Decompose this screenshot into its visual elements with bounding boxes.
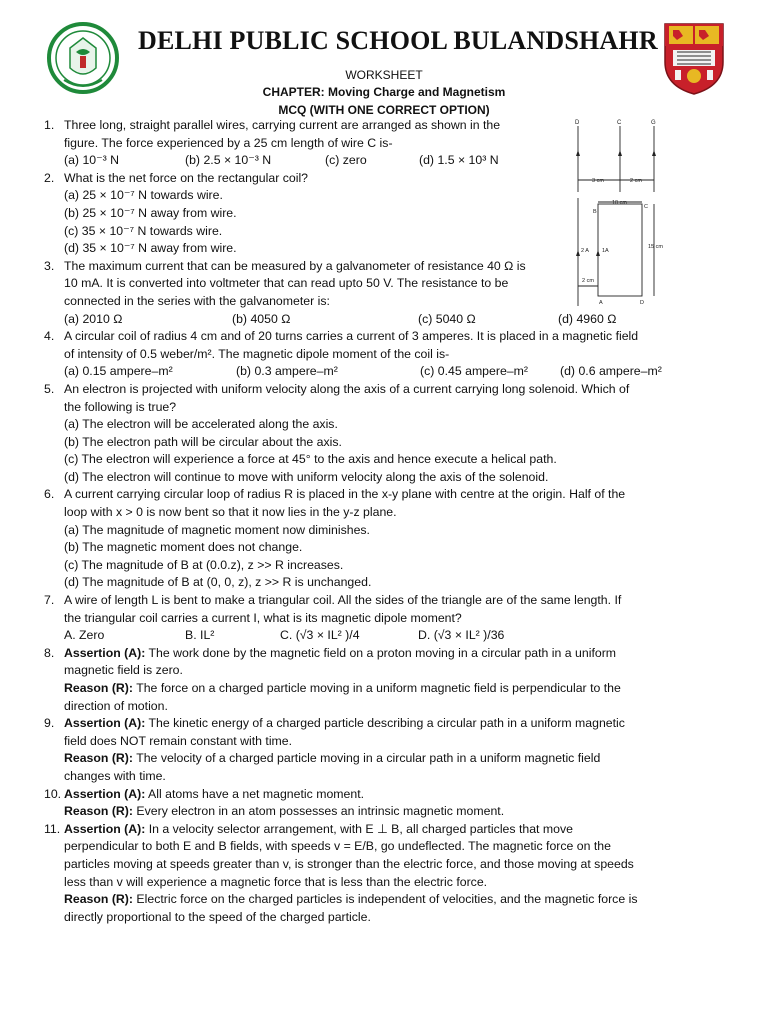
- option: (a) 25 × 10⁻⁷ N towards wire.: [64, 188, 223, 203]
- question-text: 10 mA. It is converted into voltmeter that can read upto 50 V. The resistance to be: [64, 276, 509, 291]
- assertion-text: The kinetic energy of a charged particle describing a circular path in a uniform magnetic: [145, 716, 625, 731]
- question-number: 2.: [44, 170, 55, 185]
- assertion-line: [64, 715, 730, 733]
- assertion-text: less than v will experience a magnetic force that is less than the electric force.: [64, 874, 488, 889]
- reason-line: [64, 891, 730, 909]
- option: (a) 10⁻³ N: [64, 153, 120, 168]
- question-item: [40, 592, 730, 645]
- question-item: [40, 486, 730, 592]
- question-text: loop with x > 0 is now bent so that it now lies in the y-z plane.: [64, 505, 397, 520]
- coil-gap-label: 2 cm: [582, 278, 594, 284]
- option: (c) The magnitude of B at (0.0.z), z >> R increases.: [64, 557, 344, 572]
- option: (b) The electron path will be circular about the axis.: [64, 434, 342, 449]
- question-text: the following is true?: [64, 399, 177, 414]
- option: (d) The magnitude of B at (0, 0, z), z >> R is unchanged.: [64, 575, 372, 590]
- reason-text: Every electron in an atom possesses an intrinsic magnetic moment.: [133, 804, 505, 819]
- option: (a) The electron will be accelerated along the axis.: [64, 417, 338, 432]
- reason-line: [64, 680, 730, 698]
- assertion-label: Assertion (A):: [64, 645, 146, 660]
- question-item: [40, 381, 730, 487]
- assertion-text: All atoms have a net magnetic moment.: [145, 786, 365, 801]
- question-text: The maximum current that can be measured by a galvanometer of resistance 40 Ω is: [64, 258, 526, 273]
- option: (a) The magnitude of magnetic moment now diminishes.: [64, 522, 370, 537]
- option: (d) 0.6 ampere–m²: [560, 364, 662, 379]
- assertion-line: [64, 786, 730, 804]
- assertion-line: [64, 874, 730, 892]
- assertion-text: perpendicular to both E and B fields, with speeds v = E/B, go undeflected. The magnetic force on the: [64, 839, 611, 854]
- reason-text: Electric force on the charged particles is independent of velocities, and the magnetic force is: [133, 892, 638, 907]
- assertion-label: Assertion (A):: [64, 716, 146, 731]
- corner-label: C: [644, 204, 648, 210]
- option: (a) 0.15 ampere–m²: [64, 364, 173, 379]
- question-item: [40, 715, 730, 785]
- assertion-label: Assertion (A):: [64, 786, 146, 801]
- current-arrow-icon: [596, 250, 600, 256]
- school-name: DELHI PUBLIC SCHOOL BULANDSHAHR: [138, 26, 658, 55]
- reason-label: Reason (R):: [64, 681, 134, 695]
- assertion-text: The work done by the magnetic field on a proton moving in a circular path in a uniform: [145, 645, 617, 660]
- question-text: A current carrying circular loop of radius R is placed in the x-y plane with centre at the origin. Half of the: [64, 487, 626, 502]
- reason-line: [64, 768, 730, 786]
- options-row: [64, 311, 730, 329]
- assertion-line: [64, 645, 730, 663]
- option: (d) 1.5 × 10³ N: [419, 153, 499, 168]
- assertion-line: [64, 733, 730, 751]
- question-item: [40, 328, 730, 381]
- corner-label: B: [593, 209, 597, 215]
- option: D. (√3 × IL² )/36: [418, 628, 505, 643]
- reason-text: changes with time.: [64, 768, 166, 783]
- corner-label: D: [640, 300, 644, 306]
- current-arrow-icon: [618, 150, 622, 156]
- gap-label: 2 cm: [630, 178, 642, 184]
- question-item: [40, 821, 730, 927]
- question-text: An electron is projected with uniform velocity along the axis of a current carrying long solenoid. Which of: [64, 381, 630, 396]
- option: (c) 0.45 ampere–m²: [420, 364, 528, 379]
- reason-label: Reason (R):: [64, 804, 134, 819]
- question-number: 7.: [44, 593, 55, 608]
- question-text: figure. The force experienced by a 25 cm length of wire C is-: [64, 135, 393, 150]
- option: (d) 35 × 10⁻⁷ N away from wire.: [64, 241, 237, 256]
- option: C. (√3 × IL² )/4: [280, 628, 360, 643]
- question-number: 1.: [44, 118, 55, 132]
- question-text: What is the net force on the rectangular coil?: [64, 170, 309, 185]
- option: (a) 2010 Ω: [64, 311, 123, 326]
- corner-label: A: [599, 300, 603, 306]
- question-text: A wire of length L is bent to make a triangular coil. All the sides of the triangle are of the same length. If: [64, 593, 622, 608]
- option: (d) 4960 Ω: [558, 311, 617, 326]
- question-number: 9.: [44, 716, 55, 731]
- assertion-text: In a velocity selector arrangement, with E ⊥ B, all charged particles that move: [145, 821, 573, 836]
- question-number: 6.: [44, 487, 55, 502]
- reason-label: Reason (R):: [64, 892, 134, 907]
- option: (b) 0.3 ampere–m²: [236, 364, 338, 379]
- question-text: the triangular coil carries a current I, what is its magnetic dipole moment?: [64, 610, 462, 625]
- reason-line: [64, 750, 730, 768]
- wire-label: C: [617, 120, 622, 126]
- question-text: A circular coil of radius 4 cm and of 20 turns carries a current of 3 amperes. It is placed in a magnetic field: [64, 329, 639, 344]
- option: (c) The electron will experience a force at 45° to the axis and hence execute a helical path.: [64, 452, 557, 467]
- question-number: 10.: [44, 786, 62, 801]
- question-number: 3.: [44, 258, 55, 273]
- option: (c) zero: [325, 153, 367, 168]
- reason-line: [64, 698, 730, 716]
- assertion-line: [64, 662, 730, 680]
- question-item: [40, 786, 730, 821]
- assertion-line: [64, 856, 730, 874]
- question-number: 4.: [44, 329, 55, 344]
- question-text: of intensity of 0.5 weber/m². The magnetic dipole moment of the coil is-: [64, 346, 450, 361]
- option: (b) 4050 Ω: [232, 311, 291, 326]
- question-text: Three long, straight parallel wires, carrying current are arranged as shown in the: [64, 118, 501, 132]
- option: (c) 5040 Ω: [418, 311, 476, 326]
- assertion-text: field does NOT remain constant with time.: [64, 733, 293, 748]
- question-number: 11.: [44, 821, 61, 836]
- option: A. Zero: [64, 628, 105, 643]
- option: (d) The electron will continue to move with uniform velocity along the axis of the solenoid.: [64, 469, 549, 484]
- wire-label: G: [651, 120, 656, 126]
- option: (b) The magnetic moment does not change.: [64, 540, 303, 555]
- question-number: 8.: [44, 645, 55, 660]
- options-row: [64, 627, 730, 645]
- reason-text: directly proportional to the speed of the charged particle.: [64, 909, 371, 924]
- question-number: 5.: [44, 381, 55, 396]
- wires-and-coil-figure: [566, 116, 682, 312]
- chapter-title: CHAPTER: Moving Charge and Magnetism: [262, 85, 506, 99]
- current-arrow-icon: [576, 250, 580, 256]
- wire-label: D: [575, 120, 580, 126]
- assertion-text: magnetic field is zero.: [64, 663, 183, 678]
- worksheet-label: WORKSHEET: [345, 68, 423, 82]
- current-arrow-icon: [576, 150, 580, 156]
- reason-text: The force on a charged particle moving in a uniform magnetic field is perpendicular to the: [133, 681, 621, 695]
- assertion-text: particles moving at speeds greater than v, is stronger than the electric force, and those moving at speeds: [64, 856, 634, 871]
- gap-label: 3 cm: [592, 178, 604, 184]
- option: (b) 2.5 × 10⁻³ N: [185, 153, 272, 168]
- current-arrow-icon: [652, 150, 656, 156]
- reason-text: The velocity of a charged particle moving in a circular path in a uniform magnetic field: [133, 751, 601, 766]
- option: (b) 25 × 10⁻⁷ N away from wire.: [64, 205, 237, 220]
- option: (c) 35 × 10⁻⁷ N towards wire.: [64, 223, 223, 238]
- reason-line: [64, 909, 730, 927]
- assertion-label: Assertion (A):: [64, 821, 146, 836]
- assertion-line: [64, 821, 730, 839]
- coil-width-label: 10 cm: [612, 200, 627, 206]
- reason-line: [64, 803, 730, 821]
- question-item: [40, 645, 730, 715]
- current-label: 2 A: [581, 248, 589, 254]
- option: B. IL²: [185, 628, 215, 643]
- reason-label: Reason (R):: [64, 751, 134, 766]
- section-title: MCQ (WITH ONE CORRECT OPTION): [278, 103, 490, 117]
- reason-text: direction of motion.: [64, 698, 168, 713]
- question-text: connected in the series with the galvanometer is:: [64, 293, 330, 308]
- assertion-line: [64, 838, 730, 856]
- coil-height-label: 15 cm: [648, 244, 663, 250]
- current-label: 1A: [602, 248, 609, 254]
- options-row: [64, 363, 730, 381]
